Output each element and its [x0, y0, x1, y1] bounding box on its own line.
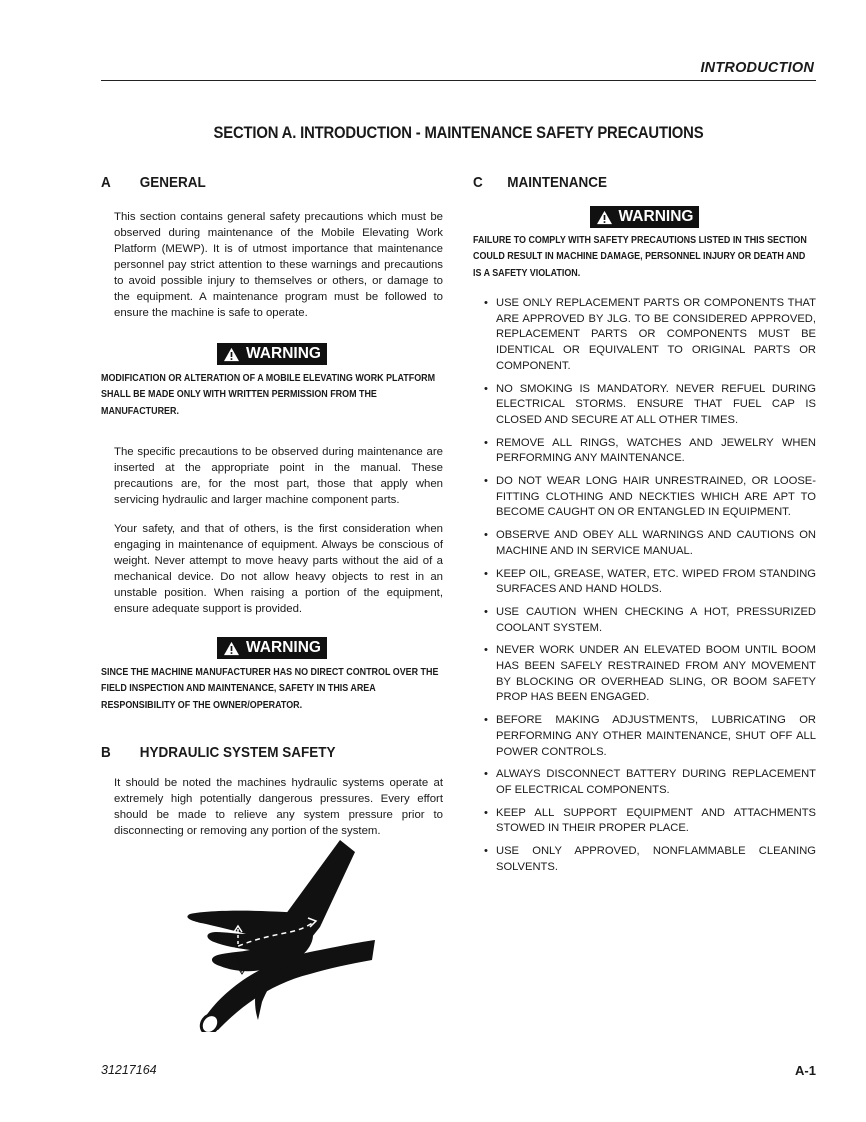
right-column [473, 174, 816, 883]
list-item: • KEEP ALL SUPPORT EQUIPMENT AND ATTACHMENTS STOWED IN THEIR PROPER PLACE. [484, 806, 816, 835]
warning-label [590, 206, 700, 228]
hydraulic-letter: B [101, 744, 111, 761]
general-paragraph-2: The specific precautions to be observed during maintenance are inserted at the appropriate point in the manual. These precautions are, for the most part, those that apply when servicing hydraulic and larger machine component parts. [114, 446, 443, 506]
warning-triangle-icon [223, 641, 240, 656]
warning-label-text: WARNING [246, 345, 321, 362]
warning-label-text: WARNING [618, 208, 694, 225]
warning-label-row [101, 343, 443, 367]
general-paragraph-1: This section contains general safety precautions which must be observed during maintenance of the Mobile Elevating Work Platform (MEWP). It is of utmost importance that maintenance personnel pay strict attention to these warnings and precautions to avoid possible injury to themselves or others, or damage to the equipment. A maintenance program must be followed to ensure the machine is safe to operate. [114, 211, 443, 319]
list-item: • BEFORE MAKING ADJUSTMENTS, LUBRICATING OR PERFORMING ANY OTHER MAINTENANCE, SHUT OFF ALL POWER CONTROLS. [484, 714, 816, 758]
warning-triangle-icon [596, 210, 613, 225]
general-paragraph-3: Your safety, and that of others, is the first consideration when engaging in maintenance of equipment. Always be conscious of weight. Never attempt to move heavy parts without the aid of a mechanical device. Do not allow heavy objects to rest in an unstable position. When raising a portion of the equipment, ensure adequate support is provided. [114, 523, 443, 615]
hydraulic-paragraph: It should be noted the machines hydraulic systems operate at extremely high potentially dangerous pressures. Every effort should be made to relieve any system pressure prior to disconnecting or removing any portion of the system. [114, 777, 443, 837]
hydraulic-title: HYDRAULIC SYSTEM SAFETY [139, 744, 336, 761]
maintenance-title: MAINTENANCE [507, 174, 607, 191]
warning-triangle-icon [223, 347, 240, 362]
list-item: • OBSERVE AND OBEY ALL WARNINGS AND CAUTIONS ON MACHINE AND IN SERVICE MANUAL. [484, 529, 816, 557]
warning-text-failure: FAILURE TO COMPLY WITH SAFETY PRECAUTIONS LISTED IN THIS SECTION COULD RESULT IN MACHINE DAMAGE, PERSONNEL INJURY OR DEATH AND IS A SAFETY VIOLATION. [473, 234, 807, 279]
warning-label-text: WARNING [246, 639, 321, 656]
list-item: • USE CAUTION WHEN CHECKING A HOT, PRESSURIZED COOLANT SYSTEM. [484, 605, 816, 634]
list-item: • NO SMOKING IS MANDATORY. NEVER REFUEL DURING ELECTRICAL STORMS. ENSURE THAT FUEL CAP IS CLOSED AND SECURE AT ALL OTHER TIMES. [484, 382, 816, 426]
list-item: • USE ONLY REPLACEMENT PARTS OR COMPONENTS THAT ARE APPROVED BY JLG. TO BE CONSIDERED APPROVED, REPLACEMENT PARTS OR COMPONENTS MUST BE IDENTICAL OR EQUIVALENT TO ORIGINAL PARTS OR COMPONENT. [484, 297, 816, 372]
list-item: • REMOVE ALL RINGS, WATCHES AND JEWELRY WHEN PERFORMING ANY MAINTENANCE. [484, 436, 816, 465]
general-letter: A [101, 174, 111, 191]
warning-label [217, 343, 327, 365]
list-item: • KEEP OIL, GREASE, WATER, ETC. WIPED FROM STANDING SURFACES AND HAND HOLDS. [484, 567, 816, 596]
maintenance-bullet-list [473, 296, 816, 876]
general-heading [101, 174, 409, 191]
warning-text-responsibility: SINCE THE MACHINE MANUFACTURER HAS NO DIRECT CONTROL OVER THE FIELD INSPECTION AND MAINTENANCE, SAFETY IN THIS AREA RESPONSIBILITY OF THE OWNER/OPERATOR. [101, 666, 439, 711]
list-item: • NEVER WORK UNDER AN ELEVATED BOOM UNTIL BOOM HAS BEEN SAFELY RESTRAINED FROM ANY MOVEMENT BY BLOCKING OR OVERHEAD SLING, OR BOOM SAFETY PROP HAS BEEN ENGAGED. [484, 644, 816, 704]
left-column [101, 174, 443, 850]
warning-text-modification: MODIFICATION OR ALTERATION OF A MOBILE ELEVATING WORK PLATFORM SHALL BE MADE ONLY WITH WRITTEN PERMISSION FROM THE MANUFACTURER. [101, 372, 436, 417]
list-item: • DO NOT WEAR LONG HAIR UNRESTRAINED, OR LOOSE-FITTING CLOTHING AND NECKTIES WHICH ARE APT TO BECOME CAUGHT ON OR ENTANGLED IN EQUIPMENT. [484, 475, 816, 519]
section-title: SECTION A. INTRODUCTION - MAINTENANCE SAFETY PRECAUTIONS [213, 124, 704, 142]
hydraulic-injection-hazard-illustration [180, 832, 385, 1032]
footer-page-number: A-1 [795, 1063, 816, 1078]
hydraulic-heading [101, 744, 409, 761]
warning-label-row [473, 206, 816, 230]
header-divider [101, 80, 816, 81]
warning-label [217, 637, 327, 659]
footer-doc-number: 31217164 [101, 1063, 157, 1077]
general-title: GENERAL [139, 174, 206, 191]
list-item: • ALWAYS DISCONNECT BATTERY DURING REPLACEMENT OF ELECTRICAL COMPONENTS. [484, 768, 816, 796]
maintenance-letter: C [473, 174, 483, 191]
page-header-title: INTRODUCTION [700, 60, 814, 76]
maintenance-heading [473, 174, 782, 191]
list-item: • USE ONLY APPROVED, NONFLAMMABLE CLEANING SOLVENTS. [484, 845, 816, 873]
warning-label-row [101, 637, 443, 661]
